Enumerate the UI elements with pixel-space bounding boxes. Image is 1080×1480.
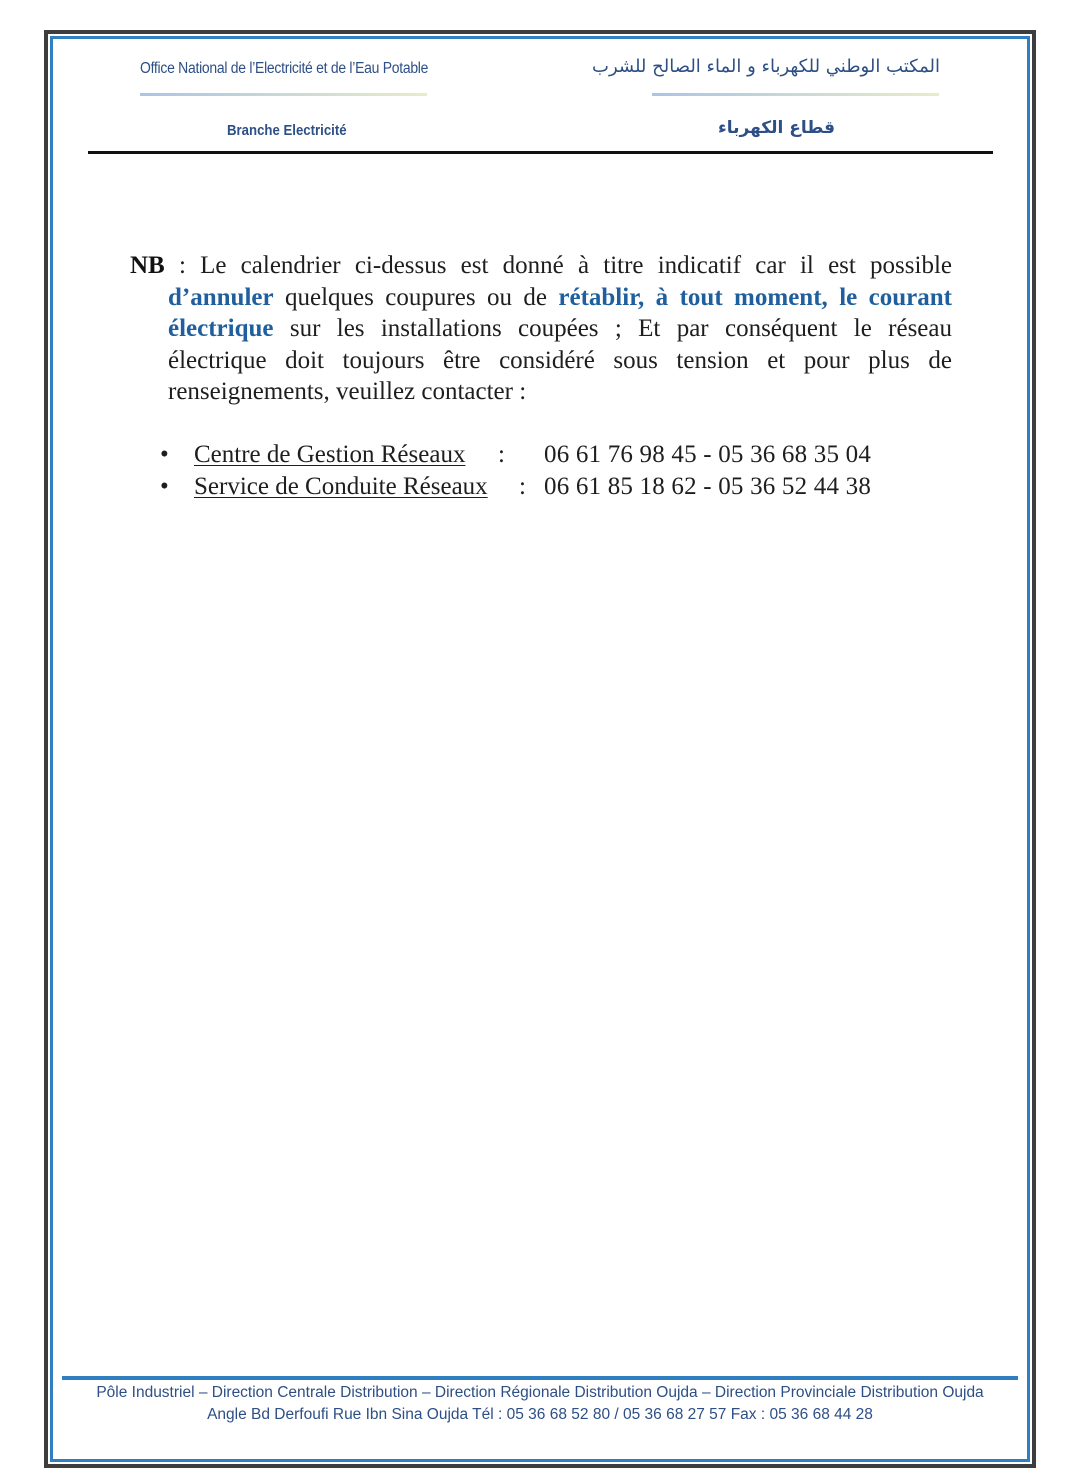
- note-text-2: quelques coupures ou de: [273, 283, 559, 311]
- branch-name-french: Branche Electricité: [227, 122, 347, 139]
- note-separator: :: [164, 252, 201, 279]
- note-paragraph: [130, 250, 952, 408]
- footer-rule: [62, 1376, 1018, 1380]
- bullet-icon: •: [160, 473, 169, 500]
- org-name-french: Office National de l’Electricité et de l’Eau Potable: [140, 60, 429, 77]
- contact-colon: :: [519, 473, 526, 500]
- contact-name: Centre de Gestion Réseaux: [194, 441, 466, 468]
- header-rule: [88, 151, 993, 154]
- contact-colon: :: [498, 441, 505, 468]
- contact-item: [160, 439, 960, 471]
- note-highlight-cancel: d’annuler: [168, 283, 274, 311]
- note-text-1: Le calendrier ci-dessus est donné à titre indicatif car il est possible: [200, 252, 953, 279]
- contact-phones: 06 61 85 18 62 - 05 36 52 44 38: [544, 473, 872, 500]
- bullet-icon: •: [160, 441, 169, 468]
- contact-name: Service de Conduite Réseaux: [194, 473, 488, 500]
- contact-phones: 06 61 76 98 45 - 05 36 68 35 04: [544, 441, 872, 468]
- note-highlight-restore: rétablir, à tout moment, le courant électrique: [168, 283, 952, 342]
- contact-item: [160, 471, 960, 503]
- org-name-arabic: المكتب الوطني للكهرباء و الماء الصالح للشرب: [592, 56, 940, 77]
- footer-line-2: Angle Bd Derfoufi Rue Ibn Sina Oujda Tél : 05 36 68 52 80 / 05 36 68 27 57 Fax : 05 36 68 44 28: [207, 1406, 873, 1423]
- header-underline-right: [652, 93, 939, 96]
- footer-line-1: Pôle Industriel – Direction Centrale Distribution – Direction Régionale Distribution Oujda – Direction Provinciale Distribution Oujda: [96, 1384, 984, 1401]
- header-underline-left: [140, 93, 427, 96]
- contact-list: [160, 439, 960, 503]
- note-text-3: sur les installations coupées ; Et par conséquent le réseau électrique doit toujours être considéré sous tension et pour plus de renseignements, veuillez contacter :: [168, 315, 952, 405]
- branch-name-arabic: قطاع الكهرباء: [718, 118, 835, 138]
- note-lead: NB: [130, 252, 165, 279]
